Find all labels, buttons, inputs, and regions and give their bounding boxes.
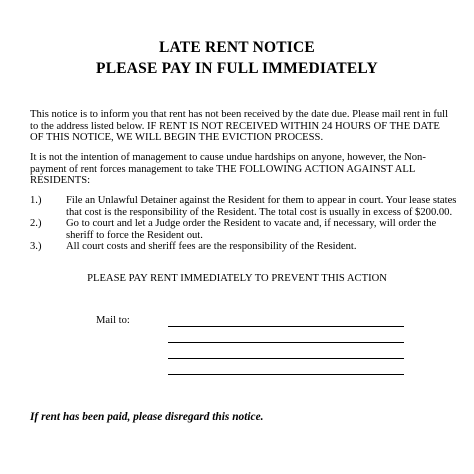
- action-text: Go to court and let a Judge order the Resident to vacate and, if necessary, will order the sheriff to force the Resident out.: [66, 218, 437, 241]
- pay-callout: PLEASE PAY RENT IMMEDIATELY TO PREVENT THIS ACTION: [87, 273, 387, 284]
- action-text: File an Unlawful Detainer against the Resident for them to appear in court. Your lease states that cost is the responsibility of the Resident. The total cost is usually in excess of $200.00.: [66, 195, 457, 218]
- action-item-2: [30, 218, 460, 241]
- management-paragraph: It is not the intention of management to cause undue hardships on anyone, however, the Non-payment of rent forces management to take THE FOLLOWING ACTION AGAINST ALL RESIDENTS:: [30, 152, 426, 187]
- action-text: All court costs and sheriff fees are the responsibility of the Resident.: [66, 241, 357, 253]
- notice-title: LATE RENT NOTICE: [159, 39, 315, 56]
- notice-subtitle: PLEASE PAY IN FULL IMMEDIATELY: [96, 60, 378, 77]
- intro-paragraph: This notice is to inform you that rent has not been received by the date due. Please mail rent in full to the address listed below. IF RENT IS NOT RECEIVED WITHIN 24 HOURS OF THE DATE OF THIS NOTICE, WE WILL BEGIN THE EVICTION PROCESS.: [30, 109, 449, 144]
- action-number: 3.): [30, 241, 42, 253]
- address-line-4: [168, 374, 404, 375]
- mail-to-label: Mail to:: [96, 315, 130, 326]
- address-line-3: [168, 358, 404, 359]
- address-line-2: [168, 342, 404, 343]
- action-list: [30, 195, 460, 253]
- action-number: 2.): [30, 218, 42, 230]
- action-number: 1.): [30, 195, 42, 206]
- action-item-3: [30, 241, 460, 253]
- action-item-1: [30, 195, 460, 218]
- address-line-1: [168, 326, 404, 327]
- disregard-note: If rent has been paid, please disregard this notice.: [30, 411, 264, 423]
